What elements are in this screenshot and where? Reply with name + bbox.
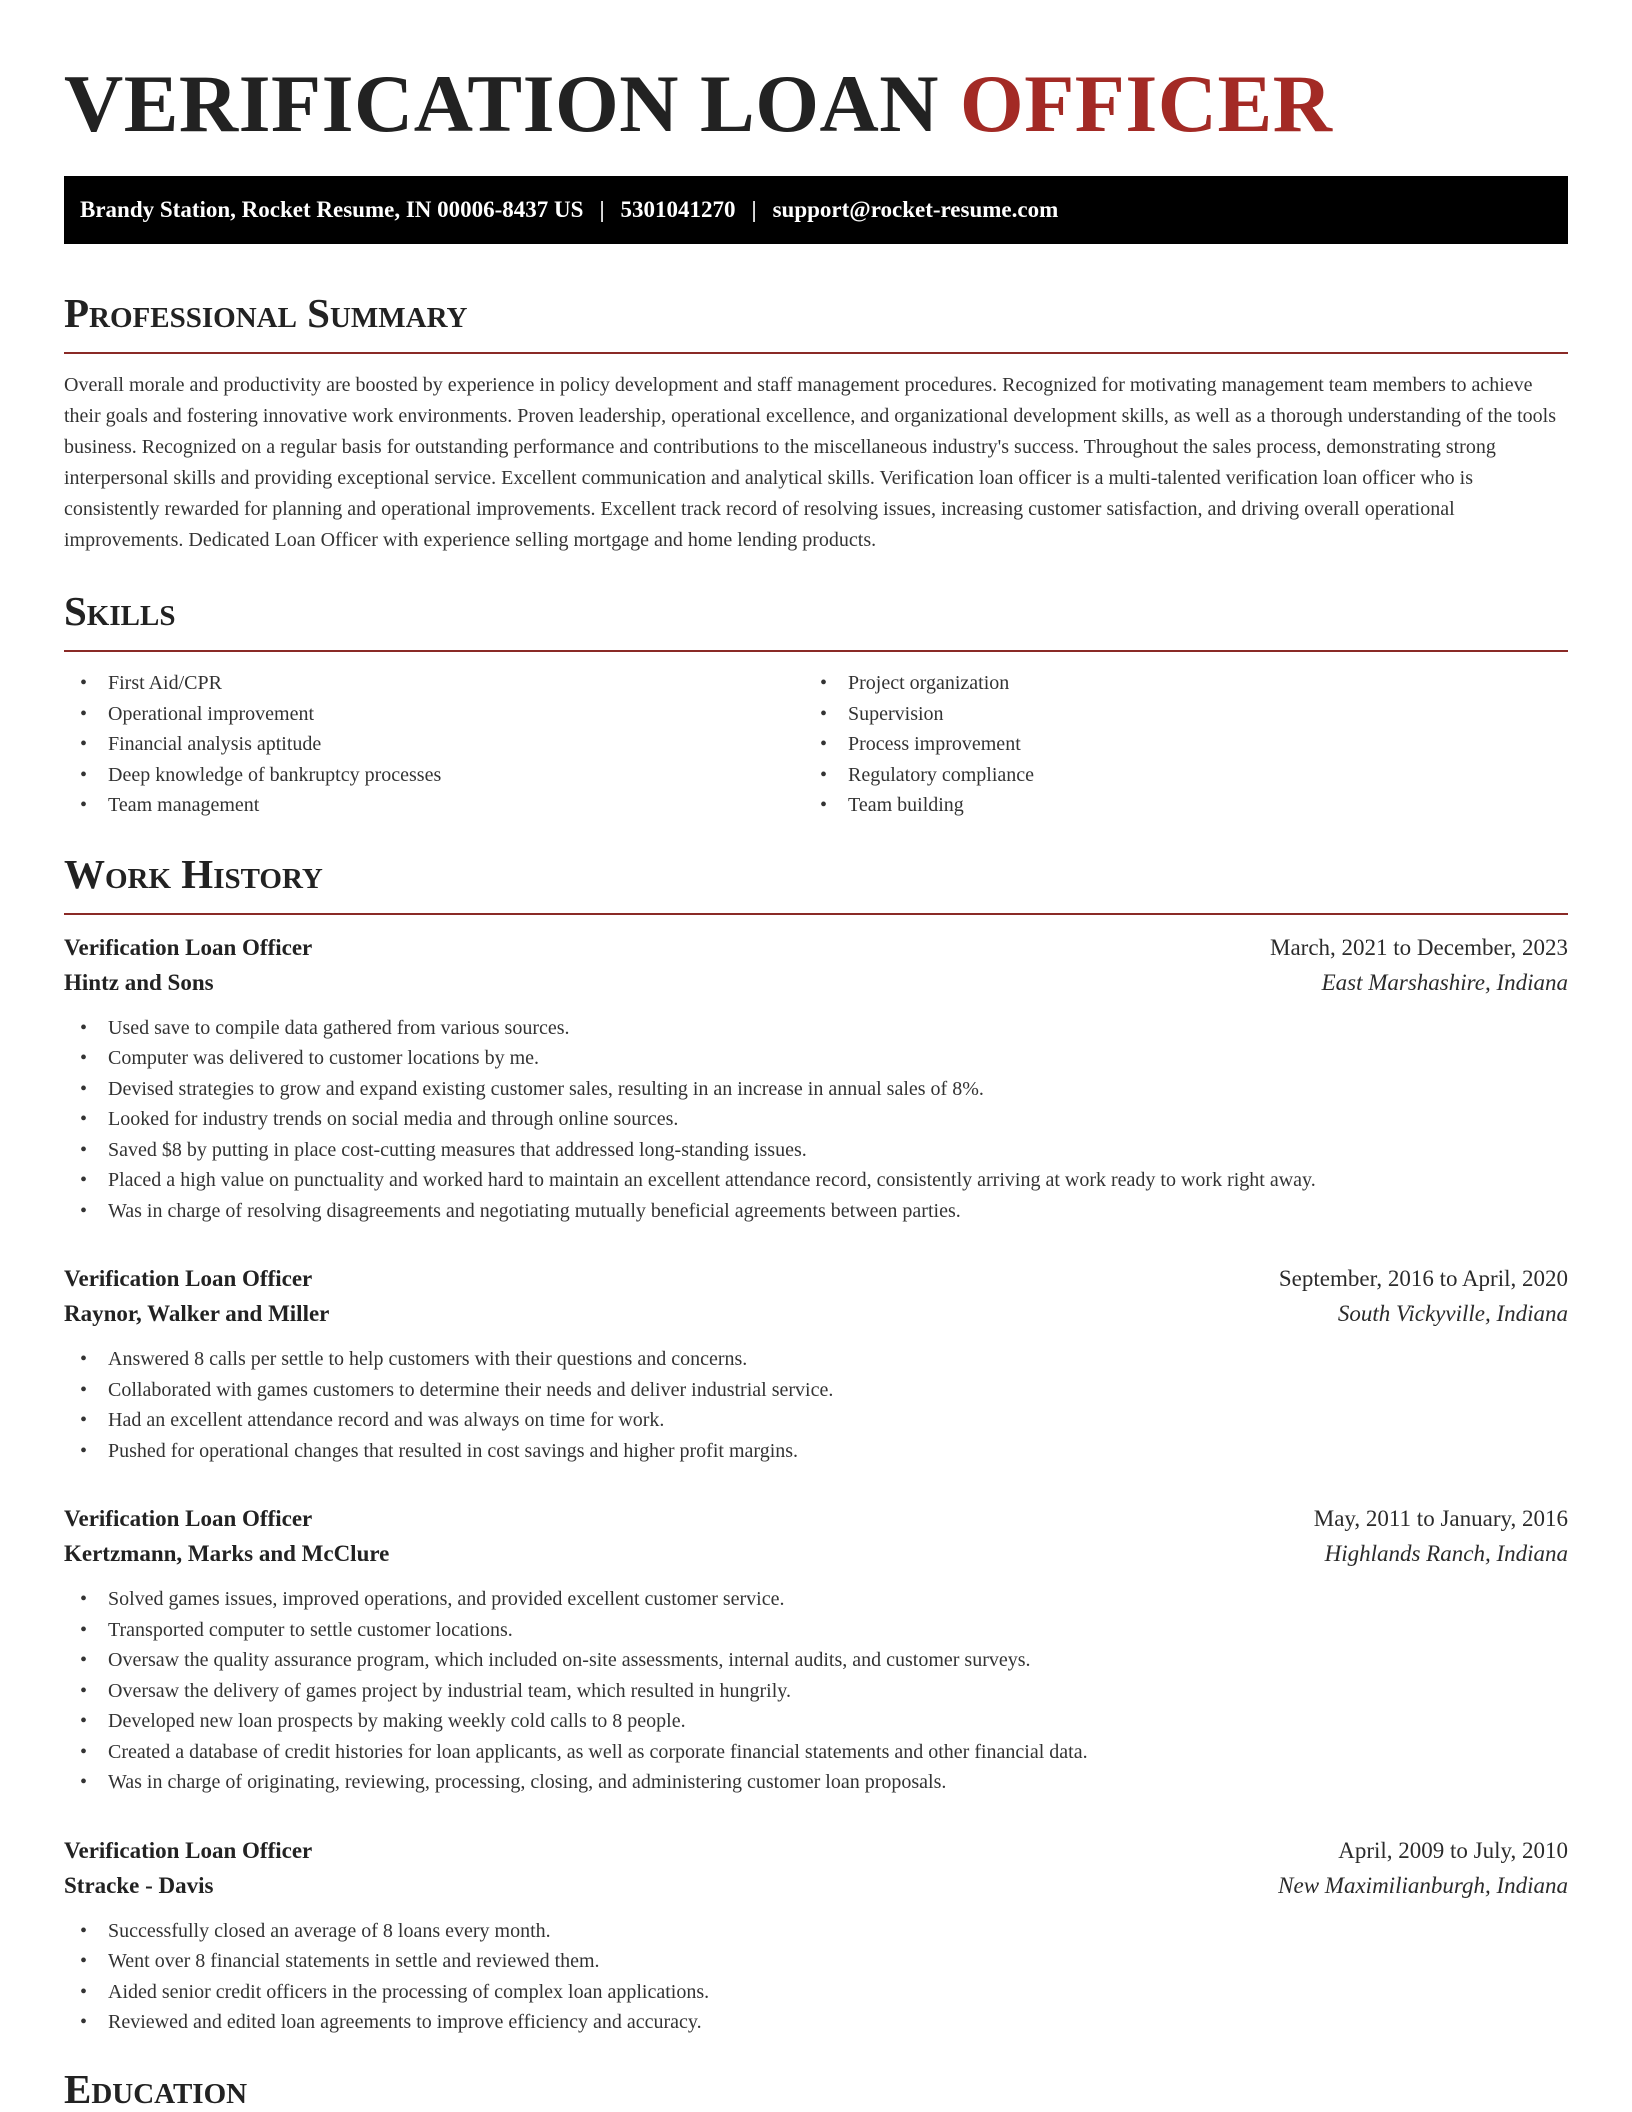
skill-item: • Operational improvement (64, 699, 804, 730)
job-bullet: • Collaborated with games customers to determine their needs and deliver industrial service. (64, 1375, 1568, 1406)
skills-list-right (804, 668, 1544, 821)
job-bullet: • Used save to compile data gathered from various sources. (64, 1013, 1568, 1044)
summary-heading: Professional Summary (64, 290, 468, 336)
section-divider (64, 352, 1568, 354)
job-bullet: • Successfully closed an average of 8 loans every month. (64, 1916, 1568, 1947)
job-bullet: • Placed a high value on punctuality and worked hard to maintain an excellent attendance record, consistently arriving at work ready to work right away. (64, 1165, 1568, 1196)
skills-list-left (64, 668, 804, 821)
job-bullet: • Was in charge of originating, reviewing, processing, closing, and administering customer loan proposals. (64, 1767, 1568, 1798)
skills-column-right (804, 668, 1544, 821)
job-company-row (64, 1868, 1568, 1904)
skill-item: • Deep knowledge of bankruptcy processes (64, 760, 804, 791)
job-entry (64, 1834, 1568, 2038)
work-history-section (64, 849, 1568, 2038)
job-bullet: • Looked for industry trends on social media and through online sources. (64, 1104, 1568, 1135)
job-bullet: • Saved $8 by putting in place cost-cutting measures that addressed long-standing issues. (64, 1135, 1568, 1166)
job-company: Kertzmann, Marks and McClure (64, 1541, 390, 1566)
job-bullet: • Was in charge of resolving disagreements and negotiating mutually beneficial agreements between parties. (64, 1196, 1568, 1227)
contact-address: Brandy Station, Rocket Resume, IN 00006-8437 US (80, 197, 584, 222)
skill-item: • Team building (804, 790, 1544, 821)
title-main: VERIFICATION LOAN (64, 58, 939, 149)
job-bullet: • Created a database of credit histories for loan applicants, as well as corporate financial statements and other financial data. (64, 1737, 1568, 1768)
job-bullet: • Went over 8 financial statements in settle and reviewed them. (64, 1946, 1568, 1977)
job-bullet: • Developed new loan prospects by making weekly cold calls to 8 people. (64, 1706, 1568, 1737)
section-divider (64, 913, 1568, 915)
job-bullets (64, 1916, 1568, 2038)
job-dates: May, 2011 to January, 2016 (1313, 1506, 1568, 1531)
job-bullet: • Had an excellent attendance record and was always on time for work. (64, 1405, 1568, 1436)
job-bullets (64, 1344, 1568, 1466)
job-title: Verification Loan Officer (64, 934, 313, 960)
job-bullet: • Devised strategies to grow and expand existing customer sales, resulting in an increase in annual sales of 8%. (64, 1074, 1568, 1105)
job-bullet: • Aided senior credit officers in the processing of complex loan applications. (64, 1977, 1568, 2008)
skills-grid (64, 668, 1568, 821)
skill-item: • Supervision (804, 699, 1544, 730)
work-history-heading: Work History (64, 850, 323, 897)
summary-text: Overall morale and productivity are boosted by experience in policy development and staff management procedures. Recognized for motivating management team members to achieve their goals and fostering innovative work environments. Proven leadership, operational excellence, and organizational development skills, as well as a thorough understanding of the tools business. Recognized on a regular basis for outstanding performance and contributions to the miscellaneous industry's success. Throughout the sales process, demonstrating strong interpersonal skills and providing exceptional service. Excellent communication and analytical skills. Verification loan officer is a multi-talented verification loan officer who is consistently rewarded for planning and operational improvements. Excellent track record of resolving issues, increasing customer satisfaction, and driving overall operational improvements. Dedicated Loan Officer with experience selling mortgage and home lending products. (64, 374, 1557, 551)
job-header-row (64, 1834, 1568, 1868)
education-section (64, 2064, 1568, 2112)
resume-title (64, 52, 1568, 156)
job-entry (64, 931, 1568, 1227)
job-bullet: • Oversaw the quality assurance program, which included on-site assessments, internal audits, and customer surveys. (64, 1645, 1568, 1676)
job-company-row (64, 1296, 1568, 1332)
job-company: Raynor, Walker and Miller (64, 1301, 330, 1326)
contact-email: support@rocket-resume.com (772, 197, 1059, 222)
contact-bar (64, 176, 1568, 244)
job-company-row (64, 965, 1568, 1001)
skills-column-left (64, 668, 804, 821)
resume-content (64, 52, 1568, 2112)
contact-phone: 5301041270 (620, 197, 736, 222)
job-dates: March, 2021 to December, 2023 (1270, 934, 1568, 960)
job-location: Highlands Ranch, Indiana (1324, 1541, 1568, 1566)
job-bullet: • Reviewed and edited loan agreements to improve efficiency and accuracy. (64, 2007, 1568, 2038)
job-company: Stracke - Davis (64, 1872, 214, 1898)
job-location: South Vickyville, Indiana (1337, 1301, 1568, 1326)
job-entry (64, 1502, 1568, 1798)
skill-item: • Regulatory compliance (804, 760, 1544, 791)
job-header-row (64, 1262, 1568, 1296)
job-bullet: • Transported computer to settle customer locations. (64, 1615, 1568, 1646)
job-title: Verification Loan Officer (64, 1266, 313, 1291)
job-title: Verification Loan Officer (64, 1837, 313, 1863)
job-entry (64, 1262, 1568, 1466)
skill-item: • Team management (64, 790, 804, 821)
education-heading: Education (64, 2065, 248, 2112)
contact-separator: | (751, 197, 757, 222)
job-bullets (64, 1584, 1568, 1798)
skill-item: • Project organization (804, 668, 1544, 699)
skill-item: • First Aid/CPR (64, 668, 804, 699)
job-company: Hintz and Sons (64, 969, 214, 995)
job-company-row (64, 1536, 1568, 1572)
contact-separator: | (599, 197, 605, 222)
job-dates: April, 2009 to July, 2010 (1338, 1837, 1568, 1863)
job-header-row (64, 931, 1568, 965)
job-bullet: • Pushed for operational changes that resulted in cost savings and higher profit margins. (64, 1436, 1568, 1467)
job-bullet: • Computer was delivered to customer locations by me. (64, 1043, 1568, 1074)
skill-item: • Financial analysis aptitude (64, 729, 804, 760)
job-bullets (64, 1013, 1568, 1227)
job-bullet: • Solved games issues, improved operations, and provided excellent customer service. (64, 1584, 1568, 1615)
job-bullet: • Answered 8 calls per settle to help customers with their questions and concerns. (64, 1344, 1568, 1375)
skill-item: • Process improvement (804, 729, 1544, 760)
summary-section (64, 288, 1568, 556)
title-accent: OFFICER (959, 58, 1333, 149)
job-header-row (64, 1502, 1568, 1536)
skills-section (64, 586, 1568, 821)
skills-heading: Skills (64, 588, 176, 634)
job-location: New Maximilianburgh, Indiana (1278, 1872, 1568, 1898)
section-divider (64, 650, 1568, 652)
job-title: Verification Loan Officer (64, 1506, 313, 1531)
job-bullet: • Oversaw the delivery of games project by industrial team, which resulted in hungrily. (64, 1676, 1568, 1707)
job-location: East Marshashire, Indiana (1321, 969, 1568, 995)
job-dates: September, 2016 to April, 2020 (1278, 1266, 1568, 1291)
